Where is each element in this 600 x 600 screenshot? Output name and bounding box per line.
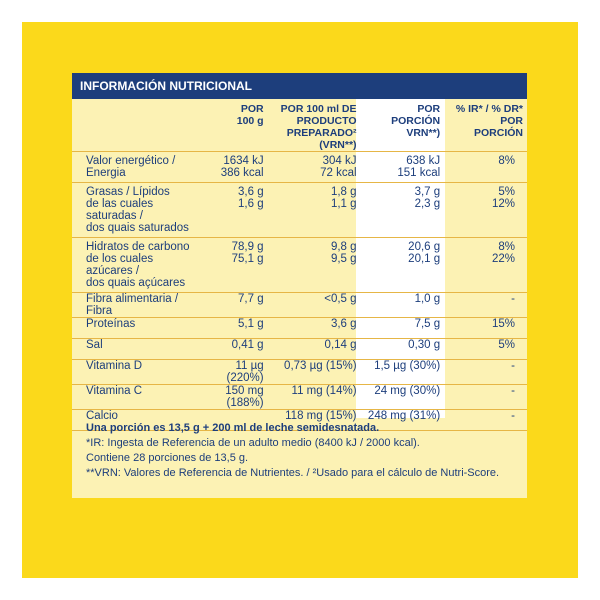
pct-header: % IR* / % DR* POR PORCIÓN xyxy=(444,99,527,152)
cell-pct: - xyxy=(444,410,527,431)
table-row xyxy=(72,152,527,183)
cell-portion: 3,7 g 2,3 g xyxy=(361,183,445,238)
table-row xyxy=(72,183,527,238)
cell-prepared: 0,73 µg (15%) xyxy=(268,360,361,385)
cell-pct: - xyxy=(444,385,527,410)
ir-note: *IR: Ingesta de Referencia de un adulto medio (8400 kJ / 2000 kcal). xyxy=(86,437,420,449)
table-row xyxy=(72,339,527,360)
portion-header: POR PORCIÓN VRN**) xyxy=(361,99,445,152)
cell-name: Valor energético / Energia xyxy=(72,152,203,183)
table-row xyxy=(72,318,527,339)
cell-per100: 1634 kJ 386 kcal xyxy=(203,152,267,183)
cell-portion: 20,6 g 20,1 g xyxy=(361,238,445,293)
table-header-row xyxy=(72,99,527,152)
cell-prepared: <0,5 g xyxy=(268,293,361,318)
cell-prepared: 11 mg (14%) xyxy=(268,385,361,410)
footer-notes xyxy=(86,421,516,481)
cell-pct: - xyxy=(444,360,527,385)
portion-note: Una porción es 13,5 g + 200 ml de leche semidesnatada. xyxy=(86,422,380,434)
contains-note: Contiene 28 porciones de 13,5 g. xyxy=(86,452,249,464)
cell-name: Vitamina D xyxy=(72,360,203,385)
nutrition-header: INFORMACIÓN NUTRICIONAL xyxy=(72,73,527,99)
cell-prepared: 1,8 g 1,1 g xyxy=(268,183,361,238)
cell-name: Calcio xyxy=(72,410,203,431)
cell-pct: 5% xyxy=(444,339,527,360)
table-row xyxy=(72,293,527,318)
cell-per100: 78,9 g 75,1 g xyxy=(203,238,267,293)
cell-name: Fibra alimentaria / Fibra xyxy=(72,293,203,318)
prepared-header: POR 100 ml DE PRODUCTO PREPARADO² (VRN**) xyxy=(268,99,361,152)
cell-name: Proteínas xyxy=(72,318,203,339)
cell-prepared: 9,8 g 9,5 g xyxy=(268,238,361,293)
table-row xyxy=(72,360,527,385)
cell-name: Grasas / Lípidos de las cuales saturadas / dos quais saturados xyxy=(72,183,203,238)
cell-portion: 638 kJ 151 kcal xyxy=(361,152,445,183)
cell-pct: 8% 22% xyxy=(444,238,527,293)
vrn-note: **VRN: Valores de Referencia de Nutrientes. / ²Usado para el cálculo de Nutri-Score. xyxy=(86,467,500,479)
cell-name: Sal xyxy=(72,339,203,360)
cell-per100: 7,7 g xyxy=(203,293,267,318)
cell-portion: 7,5 g xyxy=(361,318,445,339)
per100-header: POR 100 g xyxy=(203,99,267,152)
cell-pct: 5% 12% xyxy=(444,183,527,238)
cell-portion: 1,5 µg (30%) xyxy=(361,360,445,385)
cell-per100: 11 µg (220%) xyxy=(203,360,267,385)
cell-pct: - xyxy=(444,293,527,318)
cell-prepared: 3,6 g xyxy=(268,318,361,339)
cell-portion: 0,30 g xyxy=(361,339,445,360)
cell-name: Vitamina C xyxy=(72,385,203,410)
cell-portion: 24 mg (30%) xyxy=(361,385,445,410)
cell-per100: 5,1 g xyxy=(203,318,267,339)
cell-pct: 15% xyxy=(444,318,527,339)
cell-portion: 248 mg (31%) xyxy=(361,410,445,431)
cell-per100: 150 mg (188%) xyxy=(203,385,267,410)
nutrition-table xyxy=(72,99,527,431)
table-row xyxy=(72,385,527,410)
cell-per100: 0,41 g xyxy=(203,339,267,360)
nutrient-header xyxy=(72,99,203,152)
table-row xyxy=(72,238,527,293)
cell-pct: 8% xyxy=(444,152,527,183)
cell-prepared: 118 mg (15%) xyxy=(268,410,361,431)
cell-prepared: 304 kJ 72 kcal xyxy=(268,152,361,183)
cell-name: Hidratos de carbono de los cuales azúcares / dos quais açúcares xyxy=(72,238,203,293)
cell-portion: 1,0 g xyxy=(361,293,445,318)
cell-prepared: 0,14 g xyxy=(268,339,361,360)
cell-per100: 3,6 g 1,6 g xyxy=(203,183,267,238)
